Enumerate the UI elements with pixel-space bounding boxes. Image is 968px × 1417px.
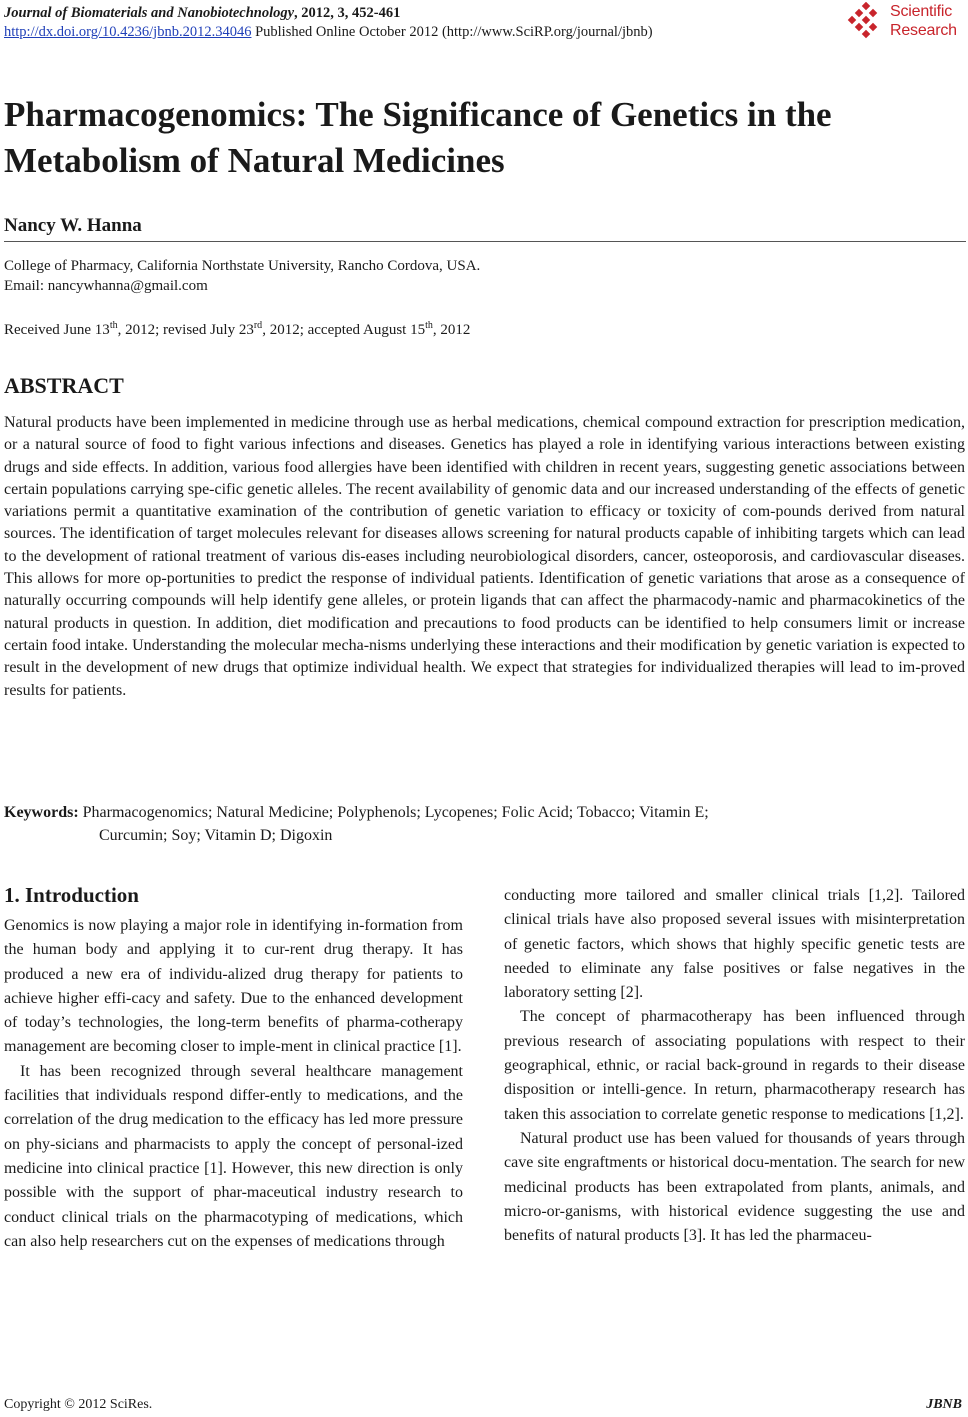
journal-citation [4, 4, 400, 22]
article-dates [4, 316, 470, 340]
right-column [504, 884, 965, 1248]
accepted-date: , 2012; accepted August 15 [262, 322, 426, 338]
published-online-text: Published Online October 2012 (http://www.SciRP.org/journal/jbnb) [251, 24, 653, 40]
paragraph: Natural product use has been valued for thousands of years through cave site engraftments or historical docu-mentation. The search for new medicinal products has been extrapolated from plants, animals, and micro-or-ganisms, with historical evidence suggesting the use and benefits of natural products [3]. It has led the pharmaceu- [504, 1129, 965, 1245]
author-email: Email: nancywhanna@gmail.com [4, 278, 208, 294]
scirp-diamond-icon [846, 2, 886, 42]
paragraph: The concept of pharmacotherapy has been influenced through previous research of associating populations with respect to their geographical, ethnic, or racial back-ground in regards to their disease disposition or intelli-gence. In return, pharmacotherapy research has taken this association to correlate genetic response to medications [1,2]. [504, 1008, 965, 1123]
revised-date: , 2012; revised July 23 [117, 322, 254, 338]
ordinal-suffix: th [425, 320, 433, 331]
journal-name: Journal of Biomaterials and Nanobiotechnology [4, 5, 295, 21]
paragraph: It has been recognized through several healthcare management facilities that individuals respond differ-ently to medications, and the correlation of the drug medication to the efficacy has led more pressure on phy-sicians and pharmacists to apply the concept of personal-ized medicine into clinical practice [1]. However, this new direction is only possible with the support of phar-maceutical industry research to conduct clinical trials on the pharmacotyping of medications, which can also help researchers cut on the expenses of medications through [4, 1062, 463, 1250]
author-name: Nancy W. Hanna [4, 215, 142, 236]
copyright-notice: Copyright © 2012 SciRes. [4, 1397, 153, 1412]
ordinal-suffix: th [109, 320, 118, 331]
keywords-block [4, 802, 965, 847]
doi-link[interactable]: http://dx.doi.org/10.4236/jbnb.2012.34046 [4, 24, 252, 40]
keywords-label: Keywords: [4, 804, 79, 821]
journal-abbreviation: JBNB [926, 1397, 962, 1412]
article-title: Pharmacogenomics: The Significance of Genetics in the Metabolism of Natural Medicines [4, 95, 832, 180]
paragraph: conducting more tailored and smaller clinical trials [1,2]. Tailored clinical trials have also proposed several issues with misinterpretation of genetic factors, which shows that highly specific genetic tests are needed to eliminate any false positives or false negatives in the laboratory setting [2]. [504, 887, 965, 1002]
journal-volume: , 2012, 3, 452-461 [294, 5, 401, 21]
abstract-heading: ABSTRACT [4, 373, 124, 398]
publisher-name-line1: Scientific [890, 3, 953, 20]
publisher-logo [846, 2, 966, 42]
keywords-line1: Pharmacogenomics; Natural Medicine; Polyphenols; Lycopenes; Folic Acid; Tobacco; Vitamin E; [78, 804, 709, 821]
paragraph: Genomics is now playing a major role in identifying in-formation from the human body and applying it to cur-rent drug therapy. It has produced a new era of individu-alized drug therapy for patients to achieve higher effi-cacy and safety. Due to the enhanced development of today’s technologies, the long-term benefits of pharma-cotherapy management are becoming closer to imple-ment in clinical practice [1]. [4, 917, 463, 1056]
keywords-line2: Curcumin; Soy; Vitamin D; Digoxin [99, 826, 333, 844]
doi-line [4, 23, 653, 41]
publisher-name-line2: Research [890, 22, 957, 39]
dates-end: , 2012 [432, 322, 471, 338]
header-divider [4, 241, 966, 242]
left-column [4, 880, 463, 1254]
affiliation-block [4, 256, 480, 296]
publisher-name [890, 2, 957, 40]
abstract-text: Natural products have been implemented in medicine through use as herbal medications, chemical compound extraction for prescription medication, or a natural source of food to fight various infections and diseases. Genetics has played a role in identifying various interactions between existing drugs and side effects. In addition, various food allergies have been identified with children in recent years, suggesting genetic associations between certain populations carrying spe-cific genetic alleles. The recent availability of genomic data and our increased understanding of the effects of genetic variations permit a quantitative examination of the contribution of genetic variation to efficacy or toxicity of com-pounds derived from natural sources. The identification of target molecules relevant for diseases allows screening for natural products capable of inhibiting targets which can lead to the development of rational treatment of various dis-eases including neurobiological disorders, cancer, osteoporosis, and cardiovascular diseases. This allows for more op-portunities to predict the response of individual patients. Identification of genetic variations that arose as a consequence of naturally occurring compounds will help identify gene alleles, or protein ligands that can affect the pharmacody-namic and pharmacokinetics of the natural products in question. In addition, diet modification and precautions to food products can be identified to help consumers limit or increase certain food intake. Understanding the molecular mecha-nisms underlying these interactions and their modification by genetic variation is expected to result in the development of new drugs that optimize individual health. We expect that strategies for individualized therapies will lead to im-proved results for patients. [4, 414, 965, 699]
affiliation: College of Pharmacy, California Northstate University, Rancho Cordova, USA. [4, 258, 481, 274]
ordinal-suffix: rd [253, 320, 263, 331]
received-date: Received June 13 [4, 322, 110, 338]
section-heading: 1. Introduction [4, 883, 139, 907]
